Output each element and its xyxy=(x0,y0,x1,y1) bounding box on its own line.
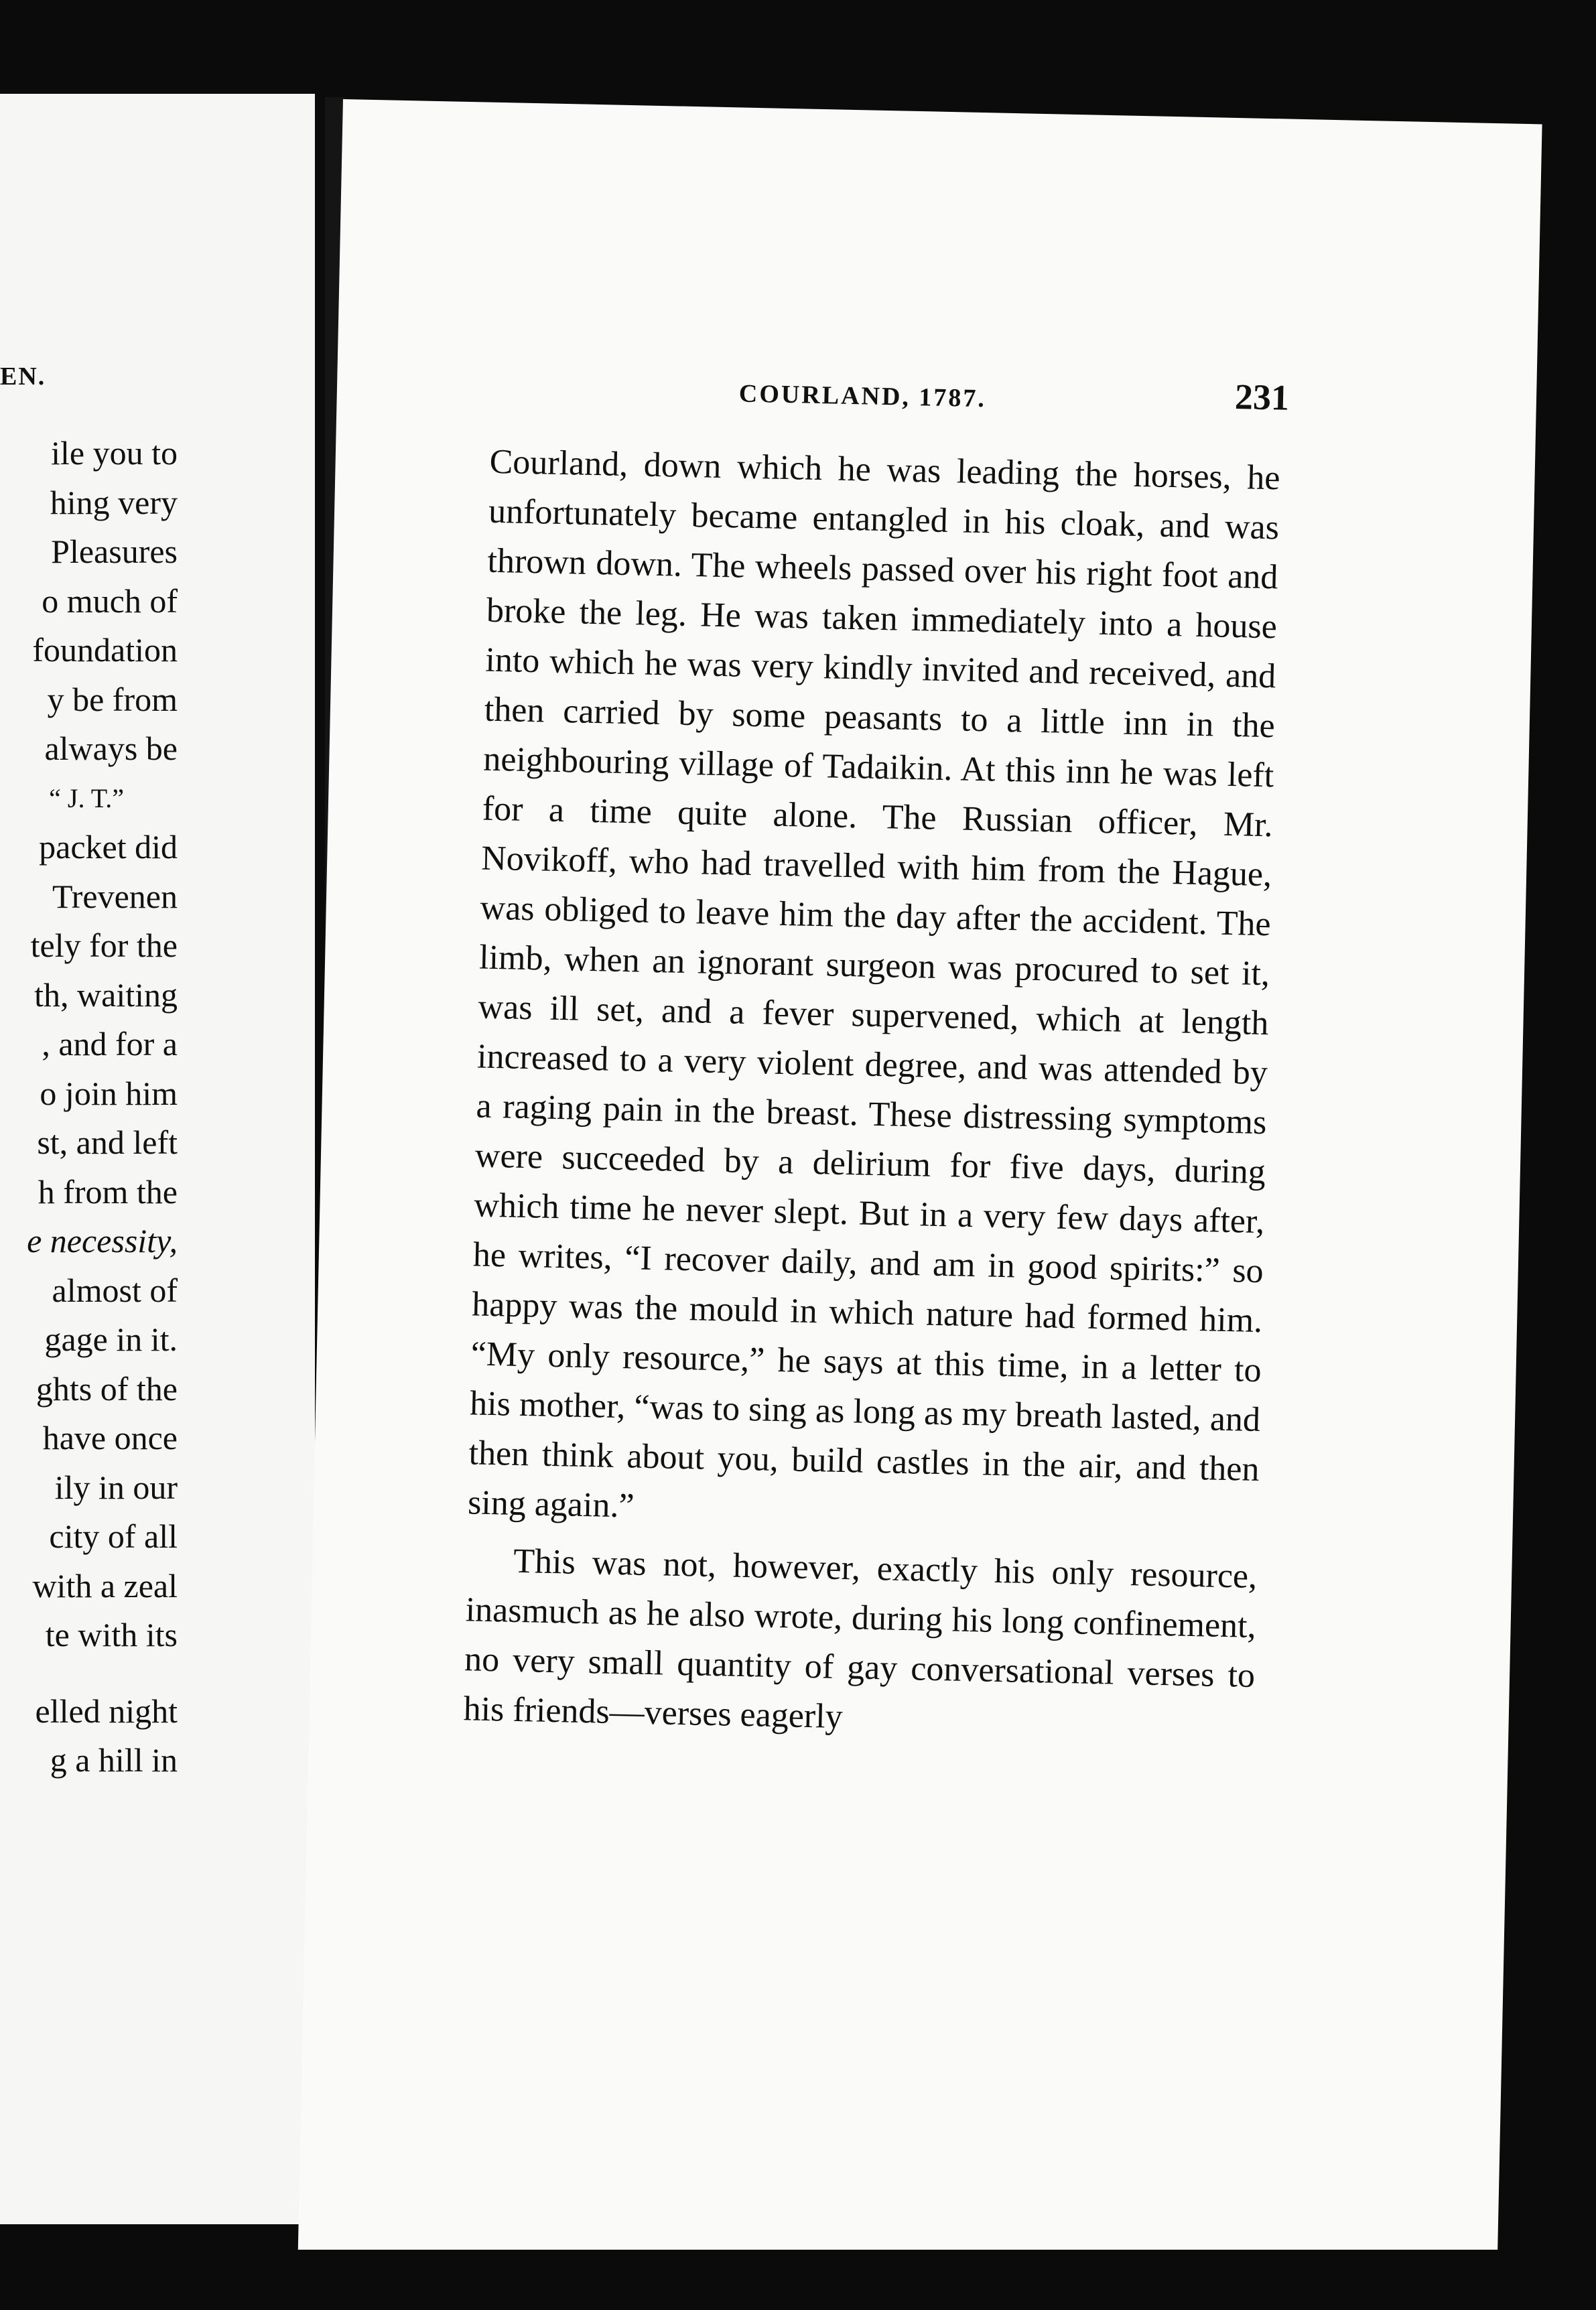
left-line: city of all xyxy=(49,1517,178,1555)
left-line: tely for the xyxy=(30,927,178,964)
left-page-text xyxy=(0,429,178,1785)
left-page-header: EN. xyxy=(0,362,46,391)
left-line: packet did xyxy=(39,828,178,866)
left-line: st, and left xyxy=(37,1124,178,1161)
left-line: hing very xyxy=(50,483,178,521)
left-line: ghts of the xyxy=(36,1369,178,1408)
left-line: e necessity, xyxy=(27,1222,178,1260)
left-line: , and for a xyxy=(42,1025,178,1063)
scan-border xyxy=(0,2250,1596,2310)
left-line: gage in it. xyxy=(44,1320,178,1358)
left-line: h from the xyxy=(38,1172,178,1211)
left-page xyxy=(0,94,315,2224)
left-line: y be from xyxy=(47,680,178,718)
right-page xyxy=(298,99,1542,2278)
left-line: foundation xyxy=(32,631,178,669)
left-signature: “ J. T.” xyxy=(49,783,124,813)
page-number: 231 xyxy=(1234,376,1290,418)
paragraph: Courland, down which he was leading the horses, he unfortunately became entangled in his cloak, and was thrown down. The wheels passed over his right foot and broke the leg. He was taken immediately into a house into which he was very kindly invited and received, and then carried by some peasants to a little inn in the neighbouring village of Tadaikin. At this inn he was left for a time quite alone. The Russian officer, Mr. Novikoff, who had travelled with him from the Hague, was obliged to leave him the day after the accident. The limb, when an ignorant surgeon was procured to set it, was ill set, and a fever supervened, which at length increased to a very violent degree, and was attended by a raging pain in the breast. These distressing symptoms were succeeded by a delirium for five days, during which time he never slept. But in a very few days after, he writes, “I recover daily, and am in good spirits:” so happy was the mould in which nature had formed him. “My only resource,” he says at this time, in a letter to his mother, “was to sing as long as my breath lasted, and then think about you, build castles in the air, and then sing again.” xyxy=(467,442,1281,1525)
left-line: elled night xyxy=(35,1692,178,1730)
left-line: Trevenen xyxy=(52,877,178,915)
left-line: ily in our xyxy=(54,1468,178,1506)
left-line: o join him xyxy=(40,1074,178,1112)
left-line: o much of xyxy=(42,582,178,620)
left-line: almost of xyxy=(52,1271,178,1309)
left-line: te with its xyxy=(45,1616,178,1653)
left-line: always be xyxy=(44,730,178,767)
left-line: th, waiting xyxy=(34,975,178,1014)
body-text xyxy=(463,437,1280,1751)
left-gap xyxy=(0,1660,178,1687)
left-line: have once xyxy=(42,1419,178,1456)
running-head: COURLAND, 1787. xyxy=(738,379,987,413)
paragraph: This was not, however, exactly his only resource, inasmuch as he also wrote, during his long confinement, no very small quantity of gay conversational verses to his friends—verses eagerly xyxy=(463,1542,1258,1737)
left-line: ile you to xyxy=(51,434,178,472)
left-line: with a zeal xyxy=(32,1566,178,1605)
left-line: g a hill in xyxy=(50,1741,178,1779)
left-line: Pleasures xyxy=(51,533,178,570)
